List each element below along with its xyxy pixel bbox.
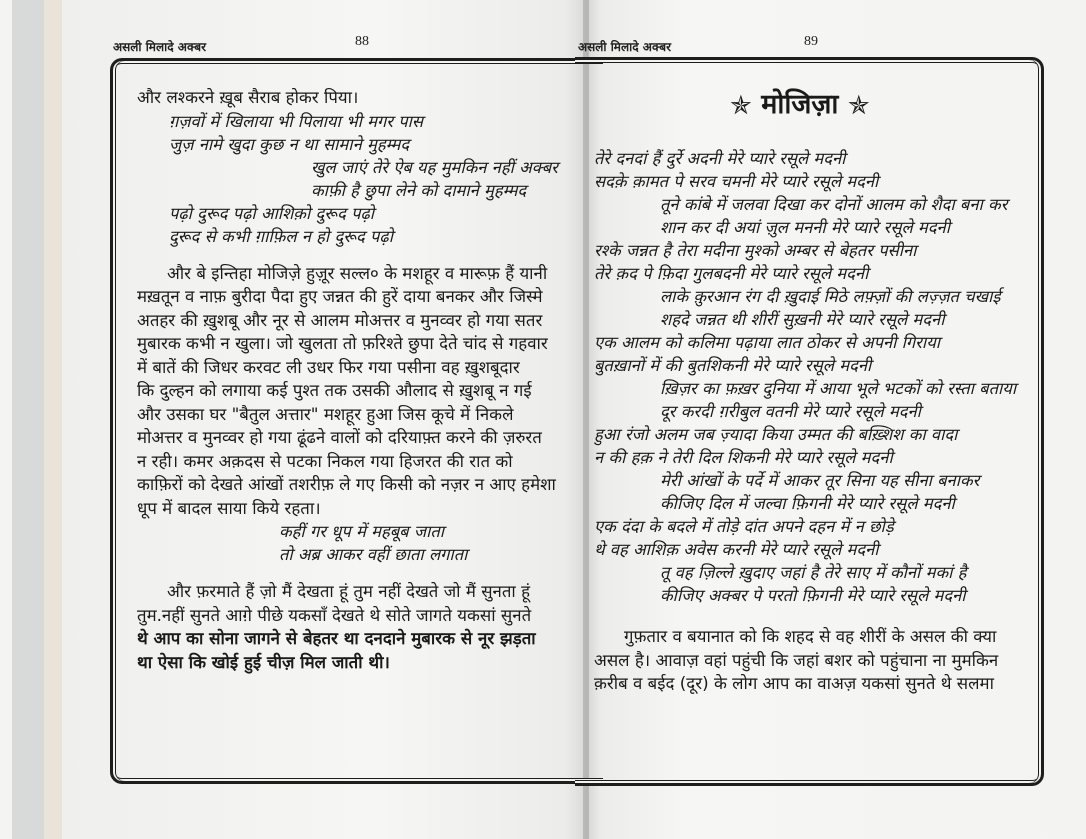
verse-line: तूने कांबे में जलवा दिखा कर दोनों आलम को शैदा बना कर xyxy=(660,195,1008,214)
verse-line: एक दंदा के बदले में तोड़े दांत अपने दहन में न छोड़े xyxy=(594,517,894,536)
verse-line: काफ़ी है छुपा लेने को दामाने मुहम्मद xyxy=(311,180,527,200)
text-line: और उसका घर "बैतुल अत्तार" मशहूर हुआ जिस कूचे में निकले xyxy=(137,403,514,424)
text-line: क़रीब व बईद (दूर) के लोग आप का वाअज़ यकसां सुनते थे सलमा xyxy=(594,673,994,693)
text-line: थे आप का सोना जागने से बेहतर था दनदाने मुबारक से नूर झड़ता xyxy=(137,628,536,648)
page-number-right: 89 xyxy=(804,34,818,49)
star-icon: ✯ xyxy=(730,90,752,121)
text-line: और लश्करने ख़ूब सैराब होकर पिया। xyxy=(137,87,359,107)
star-icon: ✯ xyxy=(847,90,870,121)
book-edge xyxy=(44,0,62,839)
section-heading xyxy=(730,84,870,121)
text-line: में बातें की जिधर करवट ली उधर फिर गया पसीना वह ख़ुशबूदार xyxy=(137,356,520,377)
left-page-text xyxy=(137,86,582,674)
verse-line: जुज़ नामे खुदा कुछ न था सामाने मुहम्मद xyxy=(169,134,410,154)
verse-line: तेरे क़द पे फ़िदा गुलबदनी मेरे प्यारे रसूले मदनी xyxy=(594,264,869,283)
verse-line: ग़ज़वों में खिलाया भी पिलाया भी मगर पास xyxy=(169,111,424,131)
text-line: मुबारक कभी न खुला। जो खुलता तो फ़रिश्ते छुपा देते चांद से गहवार xyxy=(137,333,548,353)
verse-line: हुआ रंजो अलम जब ज़्यादा किया उम्मत की बख़्शिश का वादा xyxy=(594,425,958,444)
right-page-text xyxy=(594,147,1034,696)
text-line: मख़तून व नाफ़ बुरीदा पैदा हुए जन्नत की हुरें दाया बनकर और जिस्मे xyxy=(137,286,543,306)
paragraph-gap xyxy=(137,248,582,262)
verse-line: लाके क़ुरआन रंग दी ख़ुदाई मिठे लफ़्ज़ों की लज़्ज़त चखाई xyxy=(660,287,1001,306)
heading-text: मोजिज़ा xyxy=(761,89,839,120)
text-line: था ऐसा कि खोई हुई चीज़ मिल जाती थी। xyxy=(137,651,390,672)
text-line: न रही। कमर अक़दस से पटका निकल गया हिजरत की रात को xyxy=(137,450,513,471)
verse-line: तू वह ज़िल्ले ख़ुदाए जहां है तेरे साए में कौनों मकां है xyxy=(660,563,967,582)
verse-line: न की हक़ ने तेरी दिल शिकनी मेरे प्यारे रसूले मदनी xyxy=(594,448,893,467)
verse-line: एक आलम को कलिमा पढ़ाया लात ठोकर से अपनी गिराया xyxy=(594,333,941,352)
verse-line: ख़िज़र का फ़ख़र दुनिया में आया भूले भटकों को रस्ता बताया xyxy=(660,379,1017,398)
page-number-left: 88 xyxy=(355,34,369,49)
running-head-right: असली मिलादे अक्बर xyxy=(578,40,672,54)
verse-line: मेरी आंखों के पर्दे में आकर तूर सिना यह सीना बनाकर xyxy=(660,471,980,490)
verse-line: शहदे जन्नत थी शीरीं सुख़नी मेरे प्यारे रसूले मदनी xyxy=(660,310,945,329)
text-line: काफ़िरों को देखते आंखों तशरीफ़ ले गए किसी को नज़र न आए हमेशा xyxy=(137,474,556,494)
verse-line: कीजिए अक्बर पे परतो फ़िगनी मेरे प्यारे रसूले मदनी xyxy=(660,586,966,605)
paragraph-gap xyxy=(137,566,582,580)
verse-line: दुरूद से कभी ग़ाफ़िल न हो दुरूद पढ़ो xyxy=(169,226,393,246)
paragraph-gap xyxy=(594,607,1034,625)
verse-line: तो अब्र आकर वहीं छाता लगाता xyxy=(279,545,468,564)
text-line: गुफ़तार व बयानात को कि शहद से वह शीरीं के असल की क्या xyxy=(624,626,997,646)
text-line: तुम.नहीं सुनते आग़े पीछे यकसाँ देखते थे सोते जागते यकसां सुनते xyxy=(137,604,532,625)
verse-line: बुतख़ानों में की बुतशिकनी मेरे प्यारे रसूले मदनी xyxy=(594,356,872,375)
text-line: असल है। आवाज़ वहां पहुंची कि जहां बशर को पहुंचाना ना मुमकिन xyxy=(594,649,999,670)
text-line: और बे इन्तिहा मोजिज़े हुज़ूर सल्ल० के मशहूर व मारूफ़ हैं यानी xyxy=(167,262,548,283)
verse-line: तेरे दनदां हैं दुर्रे अदनी मेरे प्यारे रसूले मदनी xyxy=(594,149,846,168)
book-edge xyxy=(12,0,44,839)
verse-line: सदक़े क़ामत पे सरव चमनी मेरे प्यारे रसूले मदनी xyxy=(594,172,879,191)
text-line: अतहर की ख़ुशबू और नूर से आलम मोअत्तर व मुनव्वर हो गया सतर xyxy=(137,309,543,330)
text-line: मोअत्तर व मुनव्वर हो गया ढूंढने वालों को दरियाफ़्त करने की ज़रुरत xyxy=(137,427,542,447)
text-line: कि दुल्हन को लगाया कई पुश्त तक उसकी औलाद से ख़ुशबू न गई xyxy=(137,380,532,400)
book-edge xyxy=(0,0,12,839)
verse-line: खुल जाएं तेरे ऐब यह मुमकिन नहीं अक्बर xyxy=(311,157,558,177)
text-line: धूप में बादल साया किये रहता। xyxy=(137,497,321,518)
verse-line: शान कर दी अयां ज़ुल मननी मेरे प्यारे रसूले मदनी xyxy=(660,218,950,237)
verse-line: दूर करदी ग़रीबुल वतनी मेरे प्यारे रसूले मदनी xyxy=(660,402,921,421)
verse-line: कहीं गर धूप में महबूब जाता xyxy=(279,522,445,541)
verse-line: थे वह आशिक़ अवेस करनी मेरे प्यारे रसूले मदनी xyxy=(594,540,879,559)
verse-line: पढ़ो दुरूद पढ़ो आशिक़ो दुरूद पढ़ो xyxy=(169,203,375,223)
verse-line: कीजिए दिल में जल्वा फ़िगनी मेरे प्यारे रसूले मदनी xyxy=(660,494,955,513)
text-line: और फ़रमाते हैं ज़ो मैं देखता हूं तुम नहीं देखते जो मैं सुनता हूं xyxy=(167,581,531,601)
verse-line: रश्के जन्नत है तेरा मदीना मुश्को अम्बर से बेहतर पसीना xyxy=(594,241,917,260)
running-head-left: असली मिलादे अक्बर xyxy=(113,40,207,54)
